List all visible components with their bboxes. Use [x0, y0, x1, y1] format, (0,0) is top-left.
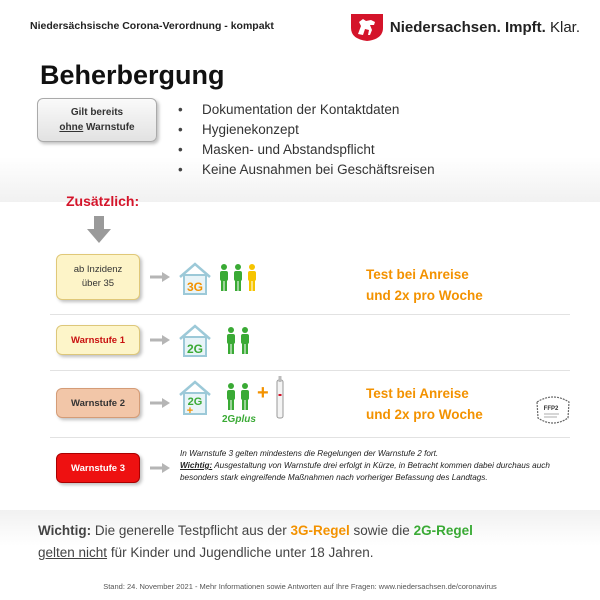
house-3g-label: 3G	[186, 280, 204, 294]
brand-light: Klar.	[549, 18, 580, 36]
divider	[50, 370, 570, 371]
footer-source: Stand: 24. November 2021 - Mehr Informationen sowie Antworten auf Ihre Fragen: www.niedersachsen.de/coronavirus	[103, 582, 497, 591]
people-2gplus-icon	[225, 382, 253, 412]
right-arrow-icon	[150, 335, 170, 345]
warnstufe-3-box: Warnstufe 3	[56, 453, 140, 483]
list-item: • Hygienekonzept	[178, 120, 435, 140]
warnstufe-1-box: Warnstufe 1	[56, 325, 140, 355]
inzidenz-test-text: Test bei Anreise und 2x pro Woche	[366, 267, 483, 303]
section-title: Beherbergung	[40, 60, 225, 90]
ws2-test-text: Test bei Anreise und 2x pro Woche	[366, 386, 483, 422]
brand-strong: Niedersachsen. Impft.	[389, 18, 546, 36]
right-arrow-icon	[150, 463, 170, 473]
ffp2-label: FFP2	[543, 406, 559, 412]
down-arrow-icon	[87, 216, 111, 244]
bottom-note: Wichtig: Die generelle Testpflicht aus der 3G-Regel sowie die 2G-Regel gelten nicht für Kinder und Jugendliche unter 18 Jahren.	[38, 523, 473, 560]
niedersachsen-horse-logo-icon	[348, 12, 386, 42]
house-3g-icon	[178, 262, 212, 296]
base-rules-list	[178, 100, 435, 180]
list-item: • Keine Ausnahmen bei Geschäftsreisen	[178, 160, 435, 180]
ffp2-mask-icon	[533, 388, 573, 428]
list-item: • Masken- und Abstandspflicht	[178, 140, 435, 160]
test-stick-icon	[275, 376, 285, 420]
divider	[50, 437, 570, 438]
brand-logo	[348, 12, 580, 42]
plus-icon: +	[257, 382, 269, 404]
zusaetzlich-label: Zusätzlich:	[66, 193, 140, 209]
ws3-wichtig-label: Wichtig:	[180, 461, 213, 470]
divider	[50, 314, 570, 315]
people-3g-icon	[218, 263, 260, 293]
list-item: • Dokumentation der Kontaktdaten	[178, 100, 435, 120]
gilt-ohne: ohne	[59, 122, 84, 133]
right-arrow-icon	[150, 398, 170, 408]
house-2gplus-icon	[178, 380, 212, 416]
level-inzidenz-box	[56, 254, 140, 300]
gilt-line1: Gilt bereits	[70, 107, 124, 118]
inzidenz-line1: ab Inzidenz	[73, 264, 123, 275]
warnstufe-2-box: Warnstufe 2	[56, 388, 140, 418]
svg-text:+: +	[186, 405, 194, 416]
people-2g-icon	[225, 326, 253, 356]
twogplus-label: 2Gplus	[222, 414, 256, 425]
warnstufe-3-text: In Warnstufe 3 gelten mindestens die Regelungen der Warnstufe 2 fort. Wichtig: Ausgestaltung von Warnstufe drei erfolgt in Kürze, in Betracht kommen dabei durchaus auch besonders stark eingreifende Maßnahmen nach vorheriger Befassung des Landtags.	[180, 449, 550, 482]
document-title: Niedersächsische Corona-Verordnung - kompakt	[30, 20, 274, 32]
house-2g-label: 2G	[186, 342, 204, 356]
gilt-line2: Warnstufe	[83, 122, 135, 133]
house-2g-icon	[178, 324, 212, 358]
house-2gplus-label: 2G	[187, 396, 203, 408]
gilt-bereits-box	[37, 98, 157, 142]
inzidenz-line2: über 35	[81, 278, 115, 289]
right-arrow-icon	[150, 272, 170, 282]
